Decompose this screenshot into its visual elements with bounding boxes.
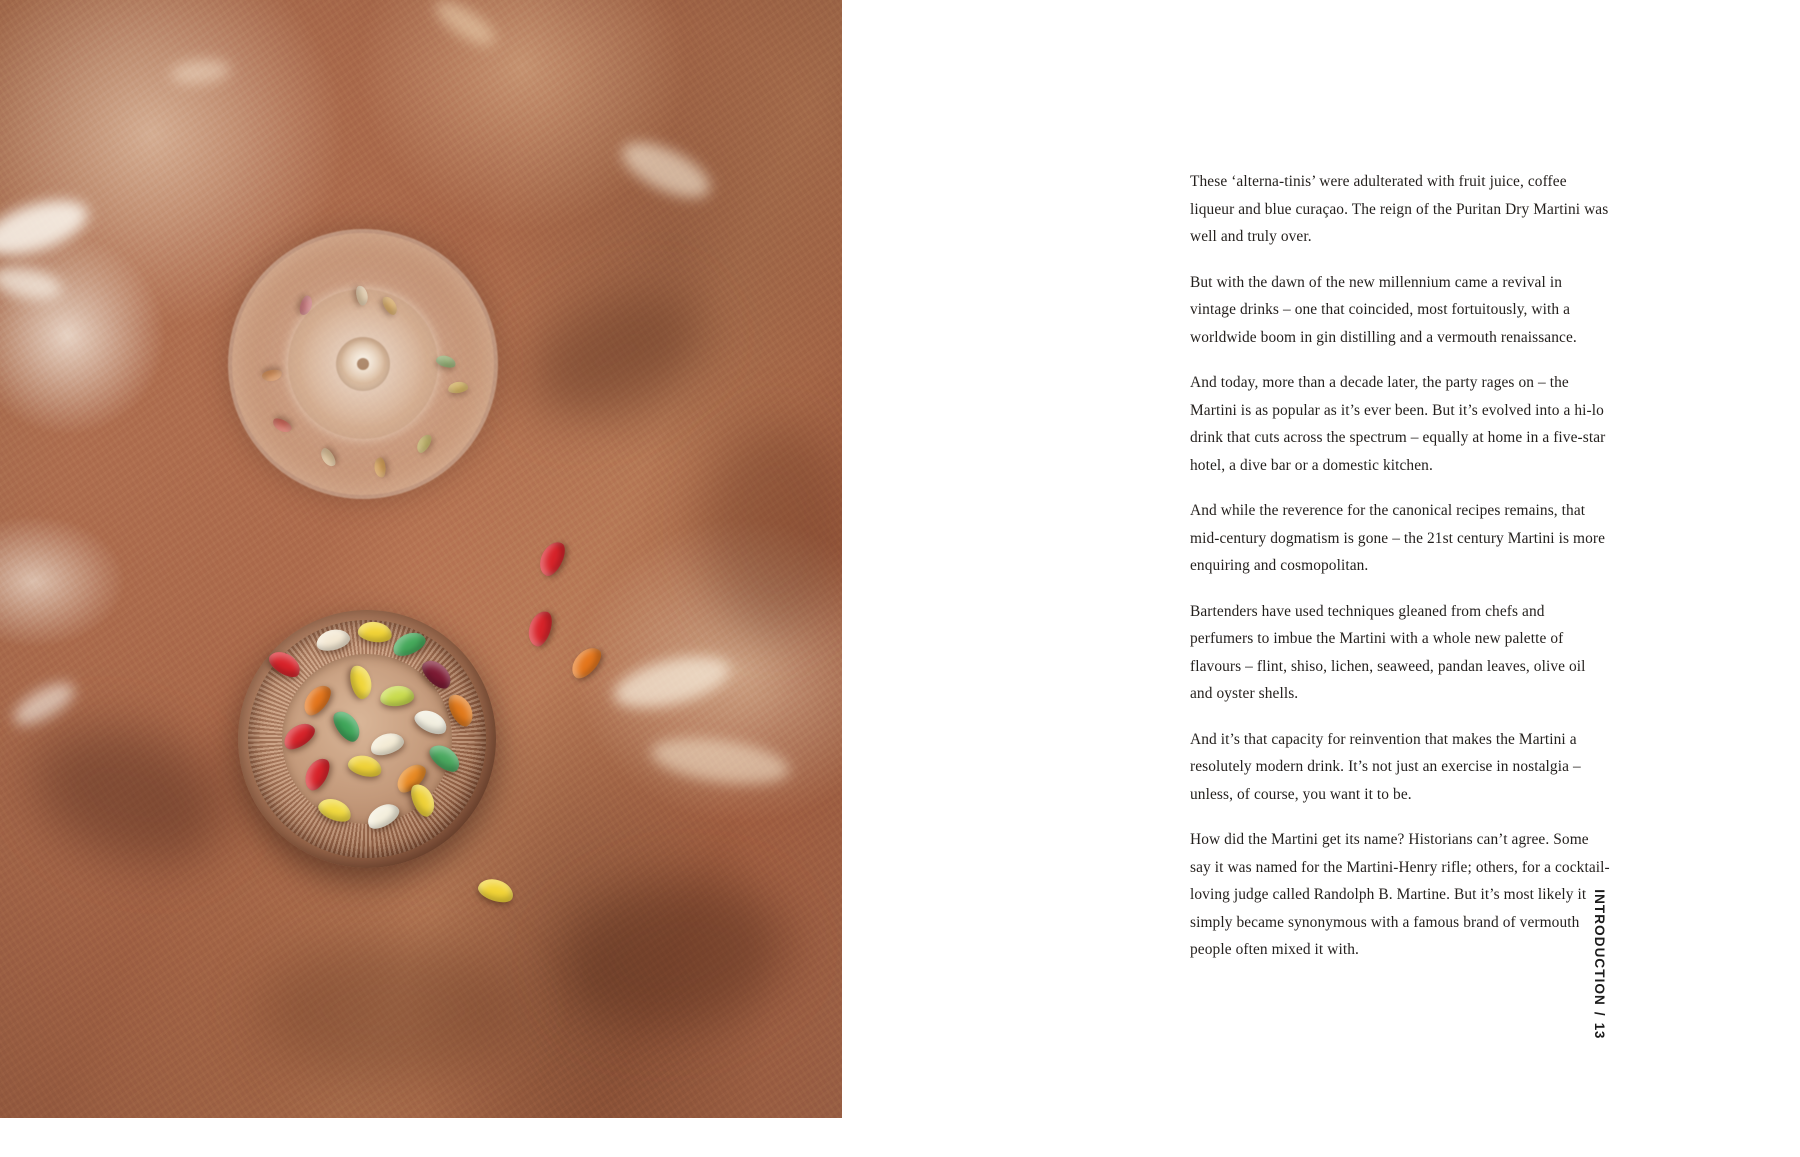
paragraph: How did the Martini get its name? Historians can’t agree. Some say it was named for the Martini-Henry rifle; others, for a cocktail-loving judge called Randolph B. Martine. But it’s most likely it simply became synonymous with a famous brand of vermouth people often mixed it with. (1190, 831, 1610, 958)
running-foot-separator: / (1592, 1011, 1607, 1017)
jelly-bean-dish (238, 610, 496, 868)
paragraph: These ‘alterna-tinis’ were adulterated with fruit juice, coffee liqueur and blue curaçao. The reign of the Puritan Dry Martini was well and truly over. (1190, 173, 1609, 245)
stone-dark-blotch (700, 420, 842, 640)
body-copy (1190, 168, 1610, 964)
paragraph: And today, more than a decade later, the party rages on – the Martini is as popular as it’s ever been. But it’s evolved into a hi-lo drink that cuts across the spectrum – equally at home in a five-star hotel, a dive bar or a domestic kitchen. (1190, 374, 1606, 474)
paragraph: And while the reverence for the canonical recipes remains, that mid-century dogmatism is gone – the 21st century Martini is more enquiring and cosmopolitan. (1190, 502, 1606, 574)
running-foot (1592, 889, 1607, 1039)
glass-center-point (357, 358, 369, 370)
stone-dark-blotch (260, 940, 520, 1080)
paragraph: And it’s that capacity for reinvention that makes the Martini a resolutely modern drink. It’s not just an exercise in nostalgia – unless, of course, you want it to be. (1190, 730, 1581, 803)
text-page (1190, 0, 1610, 1157)
page-number: 13 (1592, 1022, 1607, 1039)
paragraph: Bartenders have used techniques gleaned from chefs and perfumers to imbue the Martini with a whole new palette of flavours – flint, shiso, lichen, seaweed, pandan leaves, olive oil and oyster shells. (1190, 602, 1586, 702)
photo-page (0, 0, 842, 1118)
running-foot-label: INTRODUCTION (1592, 889, 1607, 1006)
paragraph: But with the dawn of the new millennium came a revival in vintage drinks – one that coincided, most fortuitously, with a worldwide boom in gin distilling and a vermouth renaissance. (1190, 273, 1577, 346)
